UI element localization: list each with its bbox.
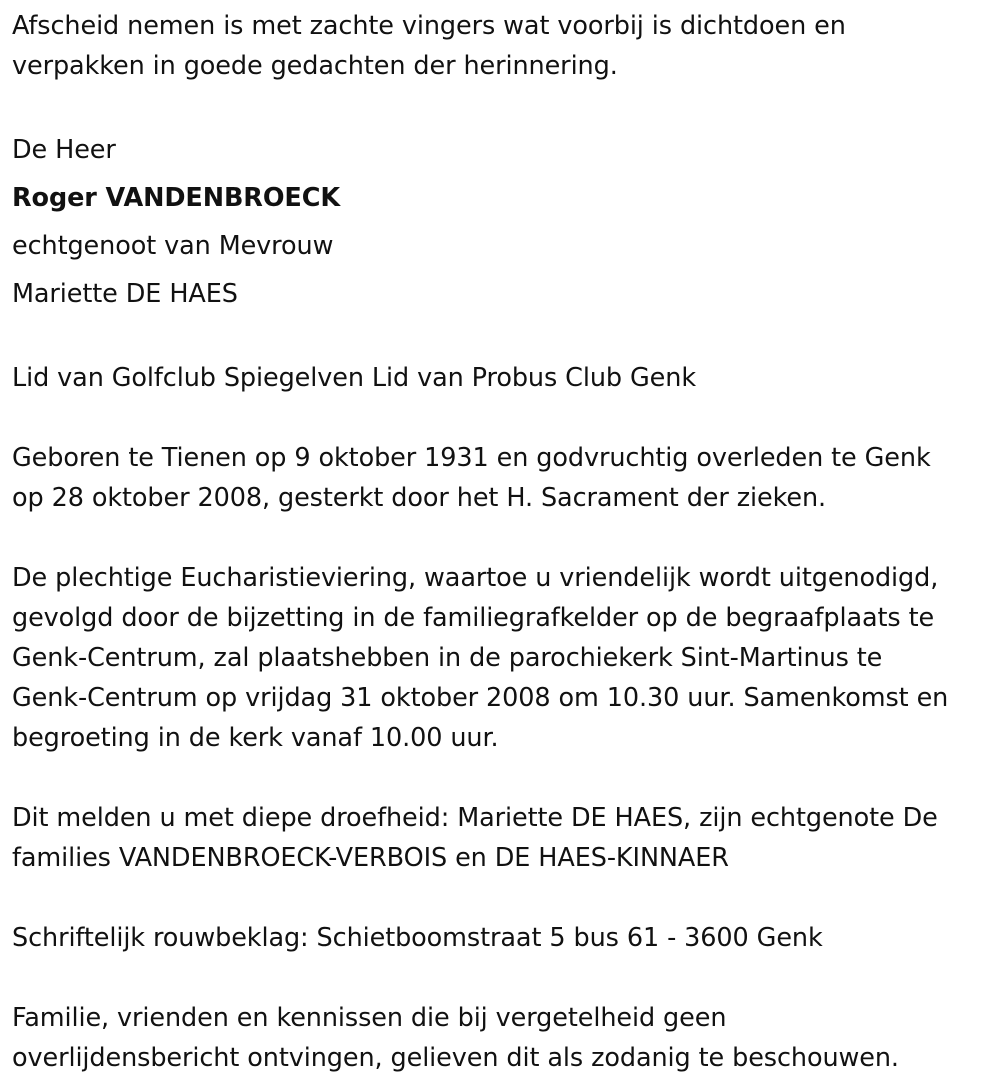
ceremony-paragraph: [12, 558, 996, 758]
condolence-address: Schriftelijk rouwbeklag: Schietboomstraat 5 bus 61 - 3600 Genk: [12, 923, 823, 953]
closing-line-2: overlijdensbericht ontvingen, gelieven dit als zodanig te beschouwen.: [12, 1043, 899, 1073]
birth-death-paragraph: [12, 438, 996, 518]
spouse-line-1: echtgenoot van Mevrouw: [12, 231, 334, 261]
death-notice: [12, 6, 996, 1078]
ceremony-line-3: Genk-Centrum, zal plaatshebben in de parochiekerk Sint-Martinus te: [12, 643, 883, 673]
announcers-line-1: Dit melden u met diepe droefheid: Mariette DE HAES, zijn echtgenote De: [12, 803, 938, 833]
announcers-line-2: families VANDENBROECK-VERBOIS en DE HAES-KINNAER: [12, 843, 729, 873]
closing-paragraph: [12, 998, 996, 1078]
ceremony-line-4: Genk-Centrum op vrijdag 31 oktober 2008 om 10.30 uur. Samenkomst en: [12, 683, 949, 713]
deceased-block: [12, 126, 996, 318]
birth-death-line-1: Geboren te Tienen op 9 oktober 1931 en godvruchtig overleden te Genk: [12, 443, 931, 473]
ceremony-line-2: gevolgd door de bijzetting in de familiegrafkelder op de begraafplaats te: [12, 603, 935, 633]
opening-line-1: Afscheid nemen is met zachte vingers wat voorbij is dichtdoen en: [12, 11, 846, 41]
memberships-line: Lid van Golfclub Spiegelven Lid van Probus Club Genk: [12, 363, 696, 393]
opening-verse: [12, 6, 996, 86]
condolence-paragraph: [12, 918, 996, 958]
announcers-paragraph: [12, 798, 996, 878]
ceremony-line-5: begroeting in de kerk vanaf 10.00 uur.: [12, 723, 499, 753]
spouse-line-2: Mariette DE HAES: [12, 279, 238, 309]
opening-line-2: verpakken in goede gedachten der herinnering.: [12, 51, 618, 81]
birth-death-line-2: op 28 oktober 2008, gesterkt door het H. Sacrament der zieken.: [12, 483, 827, 513]
ceremony-line-1: De plechtige Eucharistieviering, waartoe u vriendelijk wordt uitgenodigd,: [12, 563, 939, 593]
closing-line-1: Familie, vrienden en kennissen die bij vergetelheid geen: [12, 1003, 727, 1033]
deceased-name: Roger VANDENBROECK: [12, 183, 341, 213]
honorific-title: De Heer: [12, 135, 116, 165]
memberships: [12, 358, 996, 398]
